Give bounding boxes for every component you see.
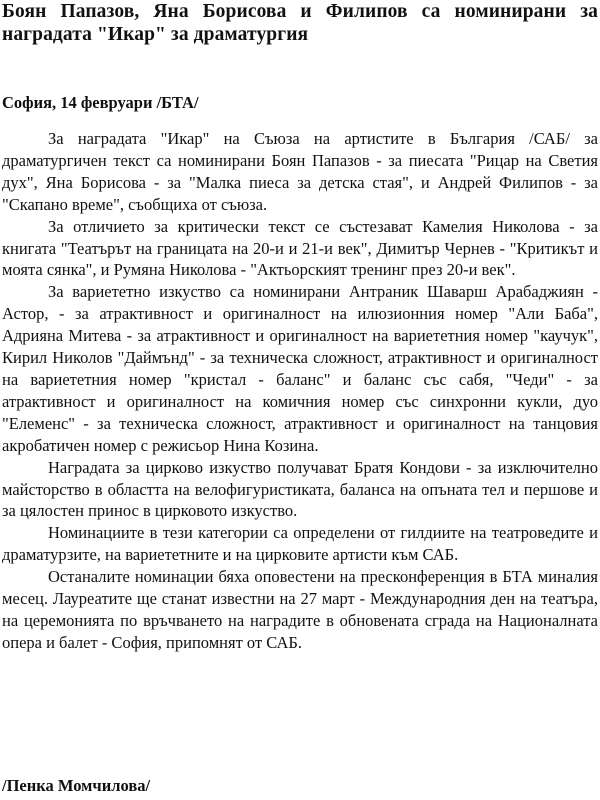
author-signature: /Пенка Момчилова/ bbox=[2, 776, 151, 795]
paragraph-6: Останалите номинации бяха оповестени на пресконференция в БТА миналия месец. Лауреатите ще станат известни на 27 март - Международния ден на театъра, на церемонията по връчването на наградите в обновената сграда на Националната опера и балет - София, припомнят от САБ. bbox=[2, 567, 598, 652]
paragraph-5: Номинациите в тези категории са определени от гилдиите на театроведите и драматурзите, на вариететните и на цирковите артисти към САБ. bbox=[2, 523, 598, 565]
paragraph-1: За наградата "Икар" на Съюза на артистите в България /САБ/ за драматургичен текст са номинирани Боян Папазов - за пиесата "Рицар на Светия дух", Яна Борисова - за "Малка пиеса за детска стая", и Андрей Филипов - за "Скапано време", съобщиха от съюза. bbox=[2, 129, 598, 214]
article-title: Боян Папазов, Яна Борисова и Филипов са номинирани за наградата "Икар" за драматургия bbox=[2, 1, 598, 45]
article-body bbox=[2, 128, 598, 654]
paragraph-2: За отличието за критически текст се състезават Камелия Николова - за книгата "Театърът на границата на 20-и и 21-и век", Димитър Чернев - "Критикът и моята сянка", и Румяна Николова - "Актьорският тренинг през 20-и век". bbox=[2, 216, 598, 280]
paragraph-4: Наградата за цирково изкуство получават Братя Кондови - за изключително майсторство в областта на велофигуристиката, баланса на опъната тел и першове и за цялостен принос в цирковото изкуство. bbox=[2, 457, 598, 521]
paragraph-3: За вариететно изкуство са номинирани Антраник Шаварш Арабаджиян - Астор, - за атрактивност и оригиналност на илюзионния номер "Али Баба", Адрияна Митева - за атрактивност и оригиналност на вариететния номер "каучук", Кирил Николов "Даймънд" - за техническа сложност, атрактивност и оригиналност на вариететния номер "кристал - баланс" и баланс със сабя, "Чеди" - за атрактивност и оригиналност на комичния номер със синхронни кукли, дуо "Елеменс" - за техническа сложност, атрактивност и оригиналност на танцовия акробатичен номер с режисьор Нина Козина. bbox=[2, 282, 598, 455]
dateline: София, 14 февруари /БТА/ bbox=[2, 93, 199, 112]
